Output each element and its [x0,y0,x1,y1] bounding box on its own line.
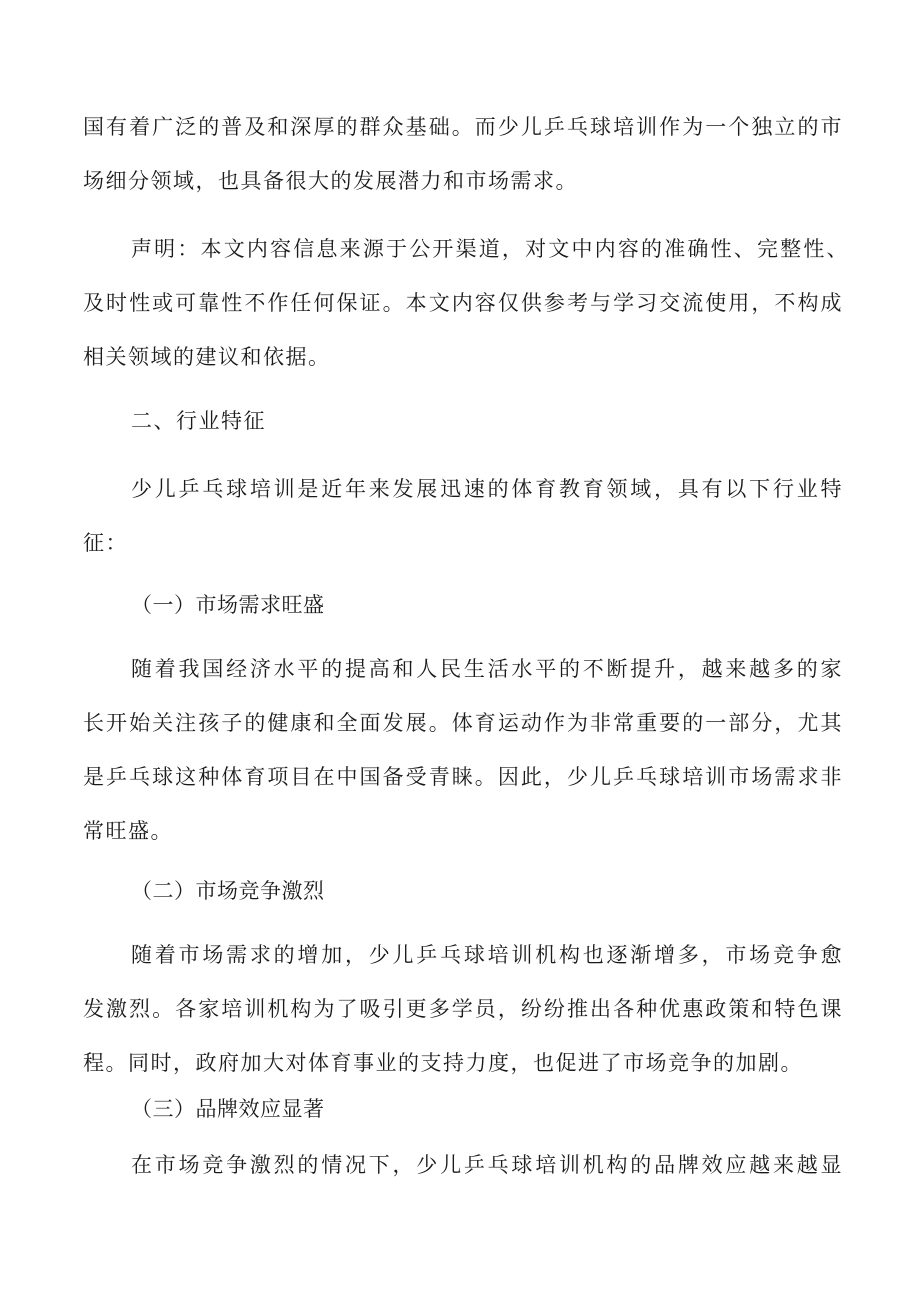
disclaimer-line-3: 相关领域的建议和依据。 [83,345,331,369]
intro-line-1: 国有着广泛的普及和深厚的群众基础。而少儿乒乓球培训作为一个独立的市 [83,115,843,139]
subsection-heading-2: （二）市场竞争激烈 [131,879,325,903]
sub3-line-1: 在市场竞争激烈的情况下，少儿乒乓球培训机构的品牌效应越来越显 [131,1153,843,1177]
sub2-line-3: 程。同时，政府加大对体育事业的支持力度，也促进了市场竞争的加剧。 [83,1051,803,1075]
intro-line-2: 场细分领域，也具备很大的发展潜力和市场需求。 [83,169,578,193]
section-heading: 二、行业特征 [131,409,266,433]
sub2-line-2: 发激烈。各家培训机构为了吸引更多学员，纷纷推出各种优惠政策和特色课 [83,997,843,1021]
disclaimer-line-2: 及时性或可靠性不作任何保证。本文内容仅供参考与学习交流使用，不构成 [83,291,843,315]
sub1-line-3: 是乒乓球这种体育项目在中国备受青睐。因此，少儿乒乓球培训市场需求非 [83,765,843,789]
section-intro-line-2: 征： [83,531,128,555]
sub2-line-1: 随着市场需求的增加，少儿乒乓球培训机构也逐渐增多，市场竞争愈 [131,943,843,967]
subsection-heading-3: （三）品牌效应显著 [131,1097,325,1121]
sub1-line-1: 随着我国经济水平的提高和人民生活水平的不断提升，越来越多的家 [131,657,843,681]
section-intro-line-1: 少儿乒乓球培训是近年来发展迅速的体育教育领域，具有以下行业特 [131,477,843,501]
sub1-line-2: 长开始关注孩子的健康和全面发展。体育运动作为非常重要的一部分，尤其 [83,711,843,735]
sub1-line-4: 常旺盛。 [83,819,173,843]
disclaimer-line-1: 声明：本文内容信息来源于公开渠道，对文中内容的准确性、完整性、 [131,237,849,261]
subsection-heading-1: （一）市场需求旺盛 [131,593,325,617]
